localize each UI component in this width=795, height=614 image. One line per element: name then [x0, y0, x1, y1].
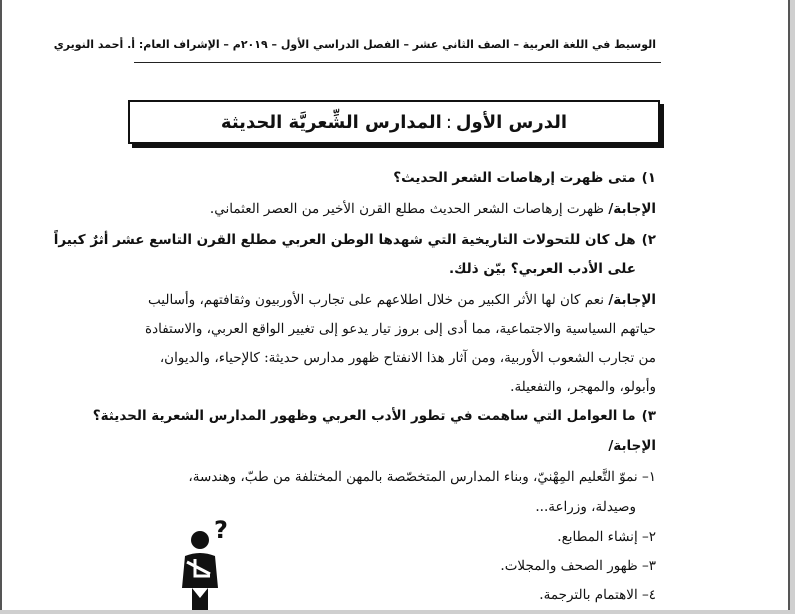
title-separator: : — [445, 111, 452, 133]
answer-label: الإجابة/ — [608, 292, 656, 308]
question-3 — [93, 408, 656, 424]
list-item-continuation — [535, 499, 636, 515]
answer-3-label — [608, 438, 656, 454]
answer-text: من تجارب الشعوب الأوربية، ومن آثار هذا الانفتاح ظهور مدارس حديثة: كالإحياء، والديوان، — [159, 350, 656, 366]
list-item-text: ٣– ظهور الصحف والمجلات. — [500, 558, 656, 574]
list-item — [188, 469, 656, 485]
list-item — [557, 529, 656, 545]
list-item — [539, 587, 656, 603]
question-number: ١) — [641, 170, 656, 186]
list-item-text: ٢– إنشاء المطابع. — [557, 529, 656, 545]
list-item-text: ٤– الاهتمام بالترجمة. — [539, 587, 656, 603]
question-2 — [54, 232, 656, 248]
question-text: متى ظهرت إرهاصات الشعر الحديث؟ — [393, 170, 636, 186]
answer-1 — [210, 201, 656, 217]
answer-label: الإجابة/ — [608, 201, 656, 217]
question-number: ٢) — [641, 232, 656, 248]
answer-2-line-2 — [145, 321, 656, 337]
lesson-name: المدارس الشِّعريَّة الحديثة — [220, 111, 442, 133]
answer-text: حياتهم السياسية والاجتماعية، مما أدى إلى بروز تيار يدعو إلى تغيير الواقع العربي، والاستفادة — [145, 321, 656, 337]
question-mark: ? — [214, 518, 228, 544]
lesson-number: الدرس الأول — [455, 111, 568, 133]
answer-2-line-3 — [160, 350, 656, 366]
question-number: ٣) — [641, 408, 656, 424]
list-item-text: ١– نموّ التَّعليم المِهْنيّ، وبناء المدارس المتخصّصة بالمهن المختلفة من طبّ، وهندسة، — [188, 469, 656, 485]
question-text: على الأدب العربي؟ بيّن ذلك. — [448, 261, 636, 277]
header-divider — [134, 62, 661, 63]
answer-2-line-1 — [148, 292, 656, 308]
question-text: هل كان للتحولات التاريخية التي شهدها الوطن العربي مطلع القرن التاسع عشر أثرٌ كبيراً — [53, 232, 636, 248]
list-item — [500, 558, 656, 574]
answer-text: وأبولو، والمهجر، والتفعيلة. — [510, 379, 656, 395]
thinking-person-question-icon — [170, 518, 240, 610]
answer-label: الإجابة/ — [608, 438, 656, 454]
answer-text: نعم كان لها الأثر الكبير من خلال اطلاعهم على تجارب الأوربيون وثقافتهم، وأساليب — [148, 292, 605, 308]
question-2-continuation — [449, 261, 636, 277]
page-header: الوسيط في اللغة العربية – الصف الثاني عشر – الفصل الدراسي الأول – ٢٠١٩م – الإشراف العام: أ. أحمد النويري — [53, 38, 656, 51]
question-1 — [393, 170, 656, 186]
question-text: ما العوامل التي ساهمت في تطور الأدب العربي وظهور المدارس الشعرية الحديثة؟ — [92, 408, 636, 424]
lesson-title-box — [128, 100, 660, 144]
list-item-text: وصيدلة، وزراعة... — [535, 499, 636, 515]
answer-text: ظهرت إرهاصات الشعر الحديث مطلع القرن الأخير من العصر العثماني. — [209, 201, 605, 217]
answer-2-line-4 — [510, 379, 656, 395]
